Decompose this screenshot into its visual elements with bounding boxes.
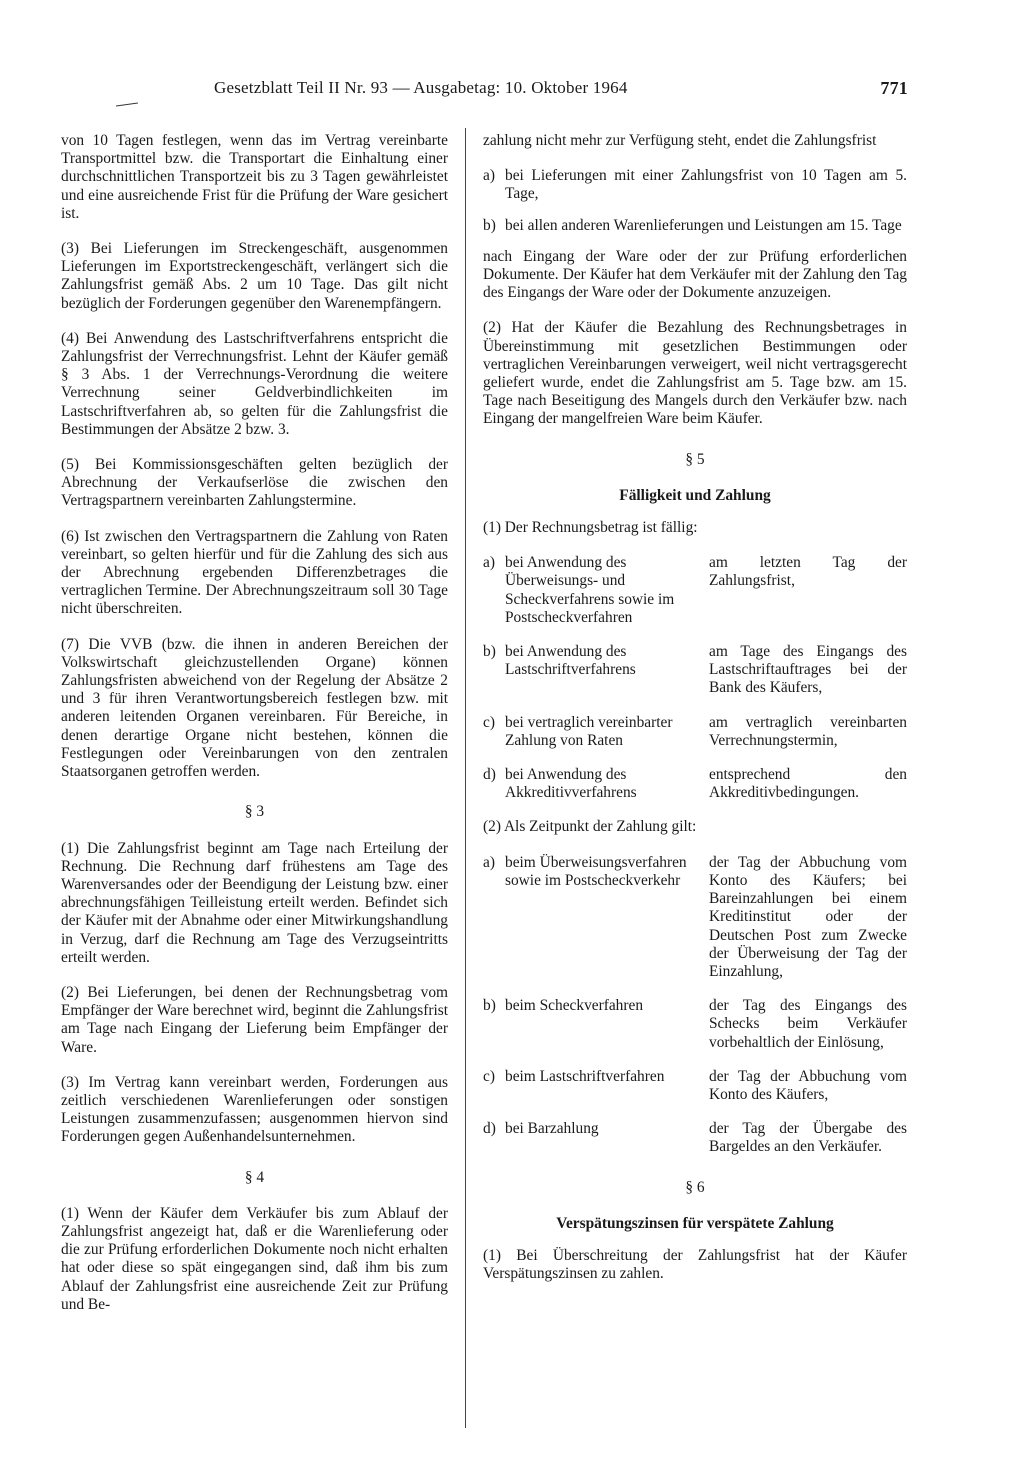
list-item — [483, 167, 907, 203]
term-right: entsprechend den Akkreditivbedingungen. — [709, 766, 907, 802]
section-title: Verspätungszinsen für verspätete Zahlung — [556, 1214, 834, 1232]
term-row — [483, 766, 907, 802]
paragraph: (3) Bei Lieferungen im Streckengeschäft, ausgenommen Lieferungen im Exportstreckengeschäft, verlängert sich die Zahlungsfrist gemäß Abs. 2 um 10 Tage. Das gilt nicht bezüglich der Forderungen gegenüber den Warenempfängern. — [61, 240, 448, 312]
term-left: bei vertraglich vereinbarter Zahlung von Raten — [505, 713, 673, 749]
term-row — [483, 1068, 907, 1104]
section-title: Fälligkeit und Zahlung — [619, 486, 771, 504]
term-left: bei Anwendung des Überweisungs- und Scheckverfahrens sowie im Postscheckverfahren — [505, 554, 675, 626]
term-left: beim Überweisungsverfahren sowie im Postscheckverkehr — [505, 853, 687, 889]
paragraph: (1) Der Rechnungsbetrag ist fällig: — [483, 519, 698, 537]
term-right: am Tage des Eingangs des Lastschriftauftrages bei der Bank des Käufers, — [709, 643, 907, 697]
term-label: c) — [483, 713, 495, 731]
paragraph: (1) Bei Überschreitung der Zahlungsfrist hat der Käufer Verspätungszinsen zu zahlen. — [483, 1246, 907, 1283]
section-heading: § 5 — [685, 450, 705, 468]
term-right: der Tag des Eingangs des Schecks beim Verkäufer vorbehaltlich der Einlösung, — [709, 997, 907, 1051]
paragraph: (2) Hat der Käufer die Bezahlung des Rechnungsbetrages in Übereinstimmung mit gesetzlichen Bestimmungen oder vertraglichen Vereinbarungen verweigert, weil nicht vertragsgerecht geliefert wurde, endet die Zahlungsfrist am 5. Tage bzw. am 15. Tage nach Beseitigung des Mangels durch den Verkäufer bzw. nach Eingang der mangelfreien Ware beim Käufer. — [483, 319, 907, 428]
term-left: bei Barzahlung — [505, 1120, 599, 1138]
term-label: d) — [483, 1120, 496, 1138]
term-left: bei Anwendung des Lastschriftverfahrens — [505, 643, 636, 679]
term-label: a) — [483, 853, 495, 871]
list-item — [483, 217, 907, 235]
term-right: der Tag der Übergabe des Bargeldes an den Verkäufer. — [709, 1120, 907, 1156]
term-label: a) — [483, 554, 495, 572]
term-right: am letzten Tag der Zahlungsfrist, — [709, 554, 907, 590]
list-text: bei Lieferungen mit einer Zahlungsfrist von 10 Tagen am 5. Tage, — [505, 167, 907, 203]
paragraph: (6) Ist zwischen den Vertragspartnern die Zahlung von Raten vereinbart, so gelten hierfür und für die Zahlung des sich aus der Abrechnung ergebenden Differenzbetrages die vertraglichen Termine. Der Abrechnungszeitraum soll 30 Tage nicht überschreiten. — [61, 527, 448, 618]
term-left: beim Scheckverfahren — [505, 997, 644, 1015]
section-heading: § 6 — [685, 1178, 705, 1196]
left-column — [61, 132, 448, 1331]
list-label: b) — [483, 216, 496, 234]
term-row — [483, 1120, 907, 1156]
term-right: der Tag der Abbuchung vom Konto des Käufers, — [709, 1067, 907, 1103]
list-text: bei allen anderen Warenlieferungen und Leistungen am 15. Tage — [505, 216, 902, 234]
paragraph: (2) Bei Lieferungen, bei denen der Rechnungsbetrag vom Empfänger der Ware berechnet wird, beginnt die Zahlungsfrist am Tage nach Eingang der Lieferung beim Empfänger der Ware. — [61, 983, 448, 1056]
term-left: beim Lastschriftverfahren — [505, 1067, 665, 1085]
term-left: bei Anwendung des Akkreditivverfahrens — [505, 766, 637, 802]
term-row — [483, 854, 907, 981]
paragraph: zahlung nicht mehr zur Verfügung steht, endet die Zahlungsfrist — [483, 132, 877, 149]
term-row — [483, 554, 907, 627]
paragraph: (3) Im Vertrag kann vereinbart werden, Forderungen aus zeitlich verschiedenen Warenlieferungen oder sonstigen Leistungen zusammenzufassen; ausgenommen hiervon sind Forderungen gegen Außenhandelsunternehmen. — [61, 1073, 448, 1146]
paragraph: von 10 Tagen festlegen, wenn das im Vertrag vereinbarte Transportmittel bzw. die Transportart die Einhaltung einer durchschnittlichen Transportzeit bis zu 3 Tagen gewährleistet und eine ausreichende Frist für die Prüfung der Ware gesichert ist. — [61, 132, 448, 222]
term-label: d) — [483, 766, 496, 784]
list-label: a) — [483, 167, 495, 185]
paragraph: (7) Die VVB (bzw. die ihnen in anderen Bereichen der Volkswirtschaft gleichzustellenden Organe) können Zahlungsfristen abweichend von der Regelung der Absätze 2 und 3 für ihren Verantwortungsbereich festlegen bzw. mit anderen leitenden Organen vereinbaren. Für Bereiche, in denen derartige Organe nicht bestehen, können die Festlegungen oder Vereinbarungen von den zentralen Staatsorganen getroffen werden. — [61, 635, 448, 781]
section-heading: § 3 — [244, 803, 265, 821]
term-row — [483, 714, 907, 750]
paragraph: (1) Wenn der Käufer dem Verkäufer bis zum Ablauf der Zahlungsfrist angezeigt hat, daß er die Warenlieferung oder die zur Prüfung erforderlichen Dokumente noch nicht erhalten hat oder diese so spät eingegangen sind, daß ihm bis zum Ablauf der Zahlungsfrist eine ausreichende Zeit zur Prüfung und Be- — [61, 1204, 448, 1313]
paragraph: nach Eingang der Ware oder der zur Prüfung erforderlichen Dokumente. Der Käufer hat dem Verkäufer mit der Zahlung den Tag des Eingangs der Ware oder der Dokumente anzuzeigen. — [483, 247, 907, 302]
paragraph: (2) Als Zeitpunkt der Zahlung gilt: — [483, 818, 697, 836]
term-label: b) — [483, 997, 496, 1015]
term-label: b) — [483, 643, 496, 661]
column-divider — [465, 128, 466, 1428]
term-right: am vertraglich vereinbarten Verrechnungstermin, — [709, 713, 907, 749]
term-row — [483, 997, 907, 1052]
header-title: Gesetzblatt Teil II Nr. 93 — Ausgabetag: 10. Oktober 1964 — [214, 78, 628, 97]
paragraph: (5) Bei Kommissionsgeschäften gelten bezüglich der Abrechnung der Verkaufserlöse die zwischen den Vertragspartnern vereinbarten Zahlungstermine. — [61, 456, 448, 510]
paragraph: (1) Die Zahlungsfrist beginnt am Tage nach Erteilung der Rechnung. Die Rechnung darf frühestens am Tage des Warenversandes oder der Beendigung der Leistung bzw. einer abrechnungsfähigen Teilleistung erteilt werden. Befindet sich der Käufer mit der Abnahme oder einer Mitwirkungshandlung in Verzug, darf die Rechnung am Tage des Verzugseintritts erteilt werden. — [61, 839, 448, 966]
term-right: der Tag der Abbuchung vom Konto des Käufers; bei Bareinzahlungen bei einem Kreditinstitut oder der Deutschen Post zum Zwecke der Überweisung der Tag der Einzahlung, — [709, 853, 907, 980]
section-heading: § 4 — [244, 1168, 265, 1186]
right-column — [483, 132, 907, 1300]
term-label: c) — [483, 1067, 495, 1085]
page-number: 771 — [880, 78, 908, 98]
paragraph: (4) Bei Anwendung des Lastschriftverfahrens entspricht die Zahlungsfrist der Verrechnungsfrist. Lehnt der Käufer gemäß § 3 Abs. 1 der Verrechnungs-Verordnung die weitere Verrechnung seiner Geldverbindlichkeiten im Lastschriftverfahren ab, so gelten für die Zahlungsfrist die Bestimmungen der Absätze 2 bzw. 3. — [61, 329, 448, 438]
page-header — [214, 78, 908, 98]
term-row — [483, 643, 907, 698]
pen-mark — [116, 102, 138, 106]
